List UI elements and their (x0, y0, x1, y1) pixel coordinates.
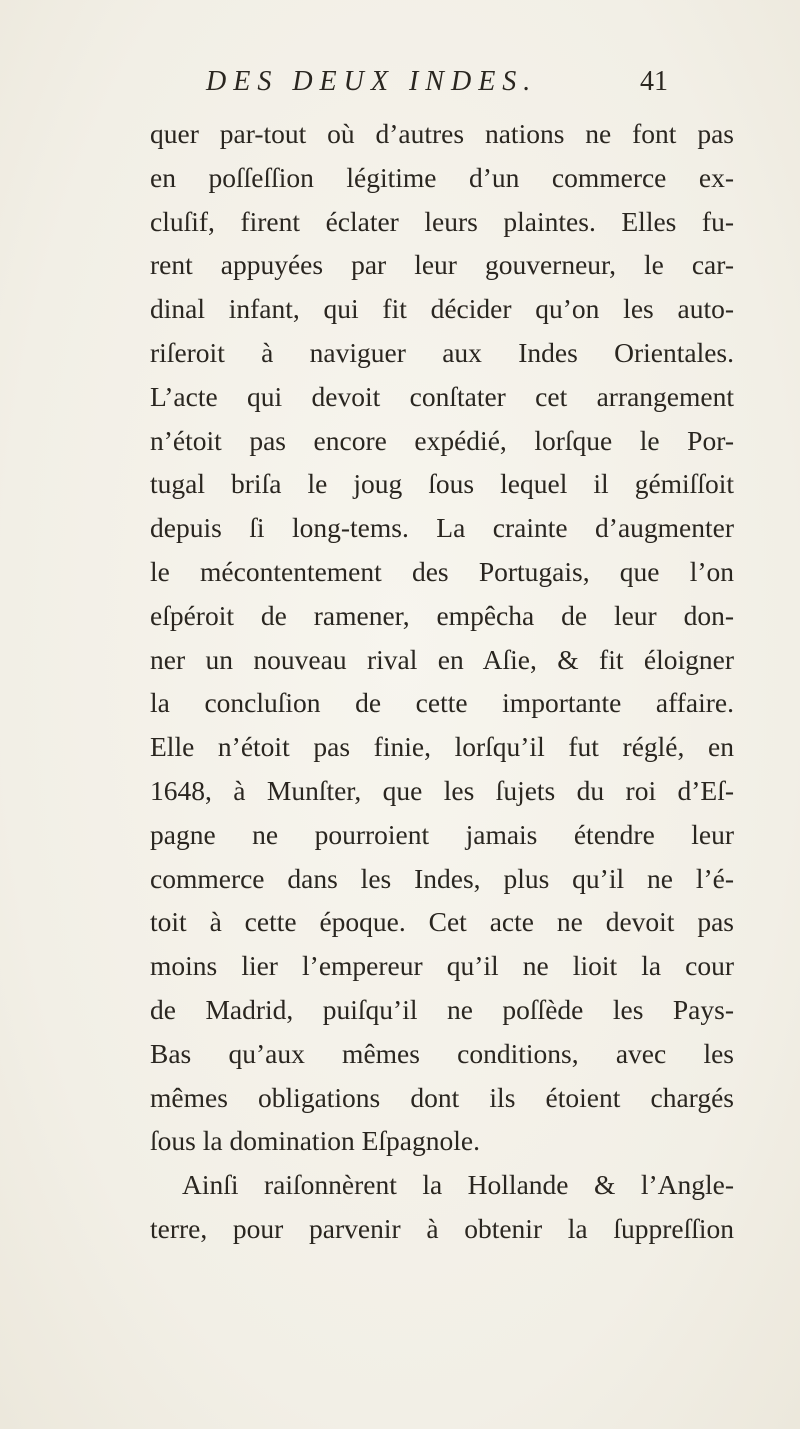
text-line: eſpéroit de ramener, empêcha de leur don- (150, 599, 734, 631)
text-line: tugal briſa le joug ſous lequel il gémiſſoit (150, 468, 734, 500)
running-title: DES DEUX INDES. (206, 66, 538, 97)
text-line: de Madrid, puiſqu’il ne poſſède les Pays- (150, 993, 734, 1025)
text-line: ner un nouveau rival en Aſie, & fit éloigner (150, 643, 734, 675)
text-line: le mécontentement des Portugais, que l’on (150, 555, 734, 587)
text-line: Elle n’étoit pas finie, lorſqu’il fut réglé, en (150, 731, 734, 763)
text-line: ſous la domination Eſpagnole. (150, 1125, 480, 1157)
text-line: n’étoit pas encore expédié, lorſque le Por- (150, 424, 734, 456)
text-line: moins lier l’empereur qu’il ne lioit la cour (150, 950, 734, 982)
text-line: Ainſi raiſonnèrent la Hollande & l’Angle- (182, 1169, 734, 1201)
text-line: commerce dans les Indes, plus qu’il ne l’é- (150, 862, 734, 894)
text-line: toit à cette époque. Cet acte ne devoit pas (150, 906, 734, 938)
text-line: la concluſion de cette importante affaire. (150, 687, 734, 719)
text-line: mêmes obligations dont ils étoient chargés (150, 1081, 734, 1113)
text-line: 1648, à Munſter, que les ſujets du roi d’Eſ- (150, 774, 734, 806)
running-head (206, 66, 686, 106)
text-line: pagne ne pourroient jamais étendre leur (150, 818, 734, 850)
text-line: terre, pour parvenir à obtenir la ſuppreſſion (150, 1212, 734, 1244)
text-line: quer par-tout où d’autres nations ne font pas (150, 118, 734, 149)
text-line: depuis ſi long-tems. La crainte d’augmenter (150, 512, 734, 544)
text-line: L’acte qui devoit conſtater cet arrangement (150, 380, 734, 412)
text-line: cluſif, firent éclater leurs plaintes. Elles fu- (150, 205, 734, 237)
text-line: en poſſeſſion légitime d’un commerce ex- (150, 161, 734, 193)
text-line: rent appuyées par leur gouverneur, le car- (150, 249, 734, 281)
page-number: 41 (640, 66, 668, 97)
body-text (150, 112, 734, 1251)
text-line: dinal infant, qui fit décider qu’on les auto- (150, 293, 734, 325)
text-line: Bas qu’aux mêmes conditions, avec les (150, 1037, 734, 1069)
text-line: riſeroit à naviguer aux Indes Orientales. (150, 336, 734, 368)
